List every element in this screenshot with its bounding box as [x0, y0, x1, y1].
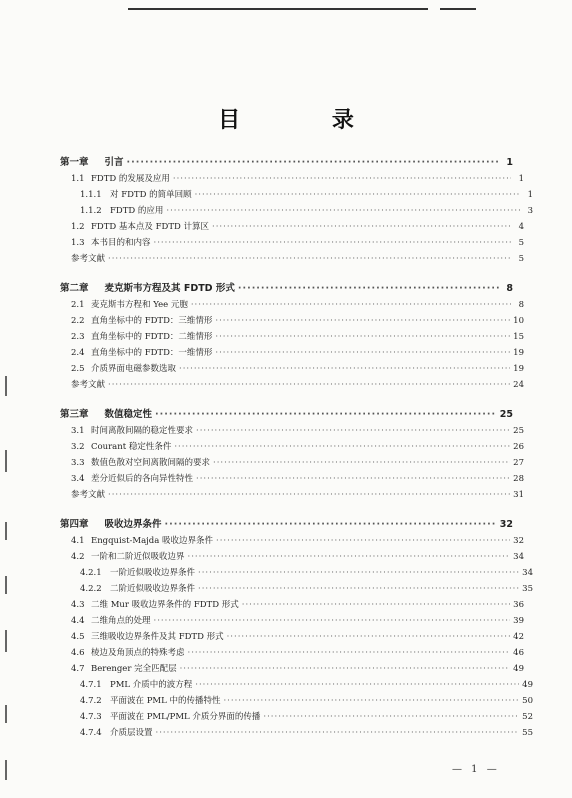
toc-section-row[interactable]: [60, 567, 533, 579]
toc-page-number: 24: [513, 380, 524, 390]
toc-entry-title: 一阶近似吸收边界条件: [110, 568, 196, 578]
dot-leader: [156, 727, 520, 739]
toc-entry-number: 4.2: [71, 552, 85, 562]
toc-page-number: 3: [527, 206, 533, 216]
toc-page-number: 32: [499, 519, 513, 530]
binding-mark: [5, 576, 7, 594]
toc-page-number: 25: [513, 426, 524, 436]
toc-entry-number: 4.7.3: [80, 712, 102, 722]
dot-leader: [242, 599, 510, 611]
toc-entry-number: 2.5: [71, 364, 85, 374]
toc-references-row[interactable]: [60, 489, 524, 501]
toc-entry-number: 2.1: [71, 300, 85, 310]
toc-entry-title: Courant 稳定性条件: [91, 442, 172, 452]
toc-section-row[interactable]: [60, 441, 524, 453]
toc-entry-title: 二阶近似吸收边界条件: [110, 584, 196, 594]
toc-page-number: 52: [522, 712, 533, 722]
toc-entry-title: 直角坐标中的 FDTD：一维情形: [91, 348, 213, 358]
dot-leader: [215, 347, 510, 359]
toc-section-row[interactable]: [60, 363, 524, 375]
dot-leader: [196, 425, 510, 437]
binding-mark: [5, 376, 7, 396]
toc-entry-number: 1.2: [71, 222, 85, 232]
dot-leader: [263, 711, 519, 723]
toc-section-row[interactable]: [60, 457, 524, 469]
dot-leader: [215, 331, 510, 343]
toc-entry-title: 时间离散间隔的稳定性要求: [91, 426, 194, 436]
toc-section-row[interactable]: [60, 315, 524, 327]
toc-section-row[interactable]: [60, 237, 524, 249]
toc-entry-title: 数值稳定性: [104, 409, 153, 420]
toc-entry-number: 4.6: [71, 648, 85, 658]
toc-page-number: 15: [513, 332, 524, 342]
toc-page-number: 35: [522, 584, 533, 594]
toc-entry-title: 参考文献: [71, 490, 106, 500]
toc-entry-number: 4.1: [71, 536, 85, 546]
toc-entry-title: 本书目的和内容: [91, 238, 151, 248]
toc-entry-title: Engquist-Majda 吸收边界条件: [91, 536, 214, 546]
toc-section-row[interactable]: [60, 711, 533, 723]
toc-page-number: 49: [522, 680, 533, 690]
toc-entry-number: 第二章: [60, 283, 89, 294]
toc-entry-number: 4.5: [71, 632, 85, 642]
toc-entry-title: 平面波在 PML 中的传播特性: [110, 696, 221, 706]
toc-page-number: 1: [506, 157, 513, 168]
toc-references-row[interactable]: [60, 253, 524, 265]
toc-entry-title: 引言: [104, 157, 124, 168]
toc-entry-number: 3.4: [71, 474, 85, 484]
toc-entry-number: 2.3: [71, 332, 85, 342]
dot-leader: [108, 253, 511, 265]
binding-mark: [5, 705, 7, 723]
toc-page-number: 27: [513, 458, 524, 468]
toc-page-number: 32: [513, 536, 524, 546]
toc-entry-title: 介质界面电磁参数选取: [91, 364, 177, 374]
page-title: 目 录: [218, 108, 396, 133]
toc-page-number: 1: [527, 190, 533, 200]
toc-entry-title: 吸收边界条件: [104, 519, 162, 530]
toc-entry-title: FDTD 的发展及应用: [91, 174, 170, 184]
dot-leader: [195, 189, 520, 201]
binding-mark: [5, 450, 7, 472]
dot-leader: [166, 205, 520, 217]
dot-leader: [227, 631, 511, 643]
toc-entry-title: 介质层设置: [110, 728, 153, 738]
toc-page-number: 5: [518, 238, 524, 248]
toc-section-row[interactable]: [60, 551, 524, 563]
toc-entry-number: 4.2.1: [80, 568, 102, 578]
toc-chapter-row[interactable]: [60, 519, 513, 531]
toc-entry-title: 麦克斯韦方程和 Yee 元胞: [91, 300, 188, 310]
dot-leader: [127, 157, 500, 169]
toc-entry-title: 数值色散对空间离散间隔的要求: [91, 458, 211, 468]
toc-entry-title: 平面波在 PML/PML 介质分界面的传播: [110, 712, 261, 722]
dot-leader: [188, 551, 511, 563]
toc-section-row[interactable]: [60, 647, 524, 659]
toc-entry-title: 差分近似后的各向异性特性: [91, 474, 194, 484]
toc-page-number: 19: [513, 364, 524, 374]
toc-entry-title: 棱边及角顶点的特殊考虑: [91, 648, 185, 658]
toc-entry-number: 2.4: [71, 348, 85, 358]
toc-entry-number: 4.2.2: [80, 584, 102, 594]
dot-leader: [213, 457, 510, 469]
dot-leader: [216, 535, 510, 547]
toc-entry-number: 4.7.4: [80, 728, 102, 738]
toc-entry-title: 三维吸收边界条件及其 FDTD 形式: [91, 632, 224, 642]
binding-mark: [5, 522, 7, 540]
dot-leader: [173, 173, 511, 185]
toc-section-row[interactable]: [60, 473, 524, 485]
toc-entry-number: 4.7: [71, 664, 85, 674]
toc-entry-title: 直角坐标中的 FDTD：三维情形: [91, 316, 213, 326]
toc-entry-number: 3.2: [71, 442, 85, 452]
toc-page-number: 34: [513, 552, 524, 562]
toc-entry-number: 第四章: [60, 519, 89, 530]
binding-mark: [5, 760, 7, 780]
dot-leader: [154, 237, 511, 249]
toc-references-row[interactable]: [60, 379, 524, 391]
toc-chapter-row[interactable]: [60, 283, 513, 295]
toc-section-row[interactable]: [60, 331, 524, 343]
binding-mark: [5, 630, 7, 652]
toc-page-number: 42: [513, 632, 524, 642]
toc-page-number: 46: [513, 648, 524, 658]
toc-section-row[interactable]: [60, 599, 524, 611]
toc-page-number: 34: [522, 568, 533, 578]
dot-leader: [155, 409, 497, 421]
toc-page-number: 39: [513, 616, 524, 626]
dot-leader: [198, 583, 519, 595]
toc-entry-title: FDTD 基本点及 FDTD 计算区: [91, 222, 210, 232]
page-number: — 1 —: [452, 764, 500, 775]
toc-entry-number: 4.4: [71, 616, 85, 626]
toc-entry-number: 1.1: [71, 174, 85, 184]
dot-leader: [215, 315, 510, 327]
dot-leader: [196, 473, 510, 485]
toc-page-number: 26: [513, 442, 524, 452]
dot-leader: [165, 519, 497, 531]
toc-page-number: 8: [506, 283, 513, 294]
toc-entry-title: 参考文献: [71, 380, 106, 390]
toc-entry-number: 4.3: [71, 600, 85, 610]
toc-entry-title: 二维角点的处理: [91, 616, 151, 626]
toc-entry-title: 对 FDTD 的简单回顾: [110, 190, 192, 200]
toc-entry-number: 2.2: [71, 316, 85, 326]
toc-page-number: 10: [513, 316, 524, 326]
dot-leader: [174, 441, 510, 453]
toc-page-number: 49: [513, 664, 524, 674]
toc-entry-number: 1.3: [71, 238, 85, 248]
dot-leader: [180, 663, 511, 675]
toc-page-number: 36: [513, 600, 524, 610]
toc-page-number: 5: [518, 254, 524, 264]
toc-section-row[interactable]: [60, 221, 524, 233]
dot-leader: [238, 283, 500, 295]
toc-entry-number: 第三章: [60, 409, 89, 420]
dot-leader: [179, 363, 510, 375]
toc-page-number: 28: [513, 474, 524, 484]
top-rule: [128, 8, 428, 10]
toc-section-row[interactable]: [60, 679, 533, 691]
toc-entry-title: 二维 Mur 吸收边界条件的 FDTD 形式: [91, 600, 239, 610]
toc-entry-title: Berenger 完全匹配层: [91, 664, 177, 674]
toc-section-row[interactable]: [60, 189, 533, 201]
toc-entry-title: 麦克斯韦方程及其 FDTD 形式: [104, 283, 235, 294]
toc-section-row[interactable]: [60, 615, 524, 627]
toc-page-number: 31: [513, 490, 524, 500]
toc-page-number: 1: [518, 174, 524, 184]
toc-entry-title: 直角坐标中的 FDTD：二维情形: [91, 332, 213, 342]
toc-entry-number: 第一章: [60, 157, 89, 168]
toc-chapter-row[interactable]: [60, 409, 513, 421]
toc-entry-title: FDTD 的应用: [110, 206, 164, 216]
dot-leader: [154, 615, 511, 627]
toc-section-row[interactable]: [60, 631, 524, 643]
toc-entry-title: PML 介质中的波方程: [110, 680, 193, 690]
dot-leader: [108, 379, 510, 391]
toc-section-row[interactable]: [60, 299, 524, 311]
toc-section-row[interactable]: [60, 205, 533, 217]
toc-section-row[interactable]: [60, 727, 533, 739]
toc-section-row[interactable]: [60, 663, 524, 675]
toc-page-number: 8: [518, 300, 524, 310]
dot-leader: [191, 299, 511, 311]
toc-entry-number: 3.3: [71, 458, 85, 468]
toc-page-number: 25: [499, 409, 513, 420]
toc-section-row[interactable]: [60, 173, 524, 185]
dot-leader: [195, 679, 519, 691]
dot-leader: [212, 221, 511, 233]
toc-entry-number: 4.7.2: [80, 696, 102, 706]
toc-page-number: 19: [513, 348, 524, 358]
dot-leader: [188, 647, 511, 659]
toc-section-row[interactable]: [60, 347, 524, 359]
toc-chapter-row[interactable]: [60, 157, 513, 169]
toc-entry-number: 1.1.1: [80, 190, 102, 200]
toc-section-row[interactable]: [60, 425, 524, 437]
toc-section-row[interactable]: [60, 695, 533, 707]
top-rule-short: [440, 8, 476, 10]
toc-entry-number: 3.1: [71, 426, 85, 436]
toc-page-number: 55: [522, 728, 533, 738]
toc-entry-number: 1.1.2: [80, 206, 102, 216]
toc-page-number: 50: [522, 696, 533, 706]
toc-section-row[interactable]: [60, 583, 533, 595]
toc-entry-title: 一阶和二阶近似吸收边界: [91, 552, 185, 562]
toc-section-row[interactable]: [60, 535, 524, 547]
dot-leader: [108, 489, 510, 501]
dot-leader: [223, 695, 519, 707]
dot-leader: [198, 567, 519, 579]
toc-entry-title: 参考文献: [71, 254, 106, 264]
toc-entry-number: 4.7.1: [80, 680, 102, 690]
toc-page-number: 4: [518, 222, 524, 232]
